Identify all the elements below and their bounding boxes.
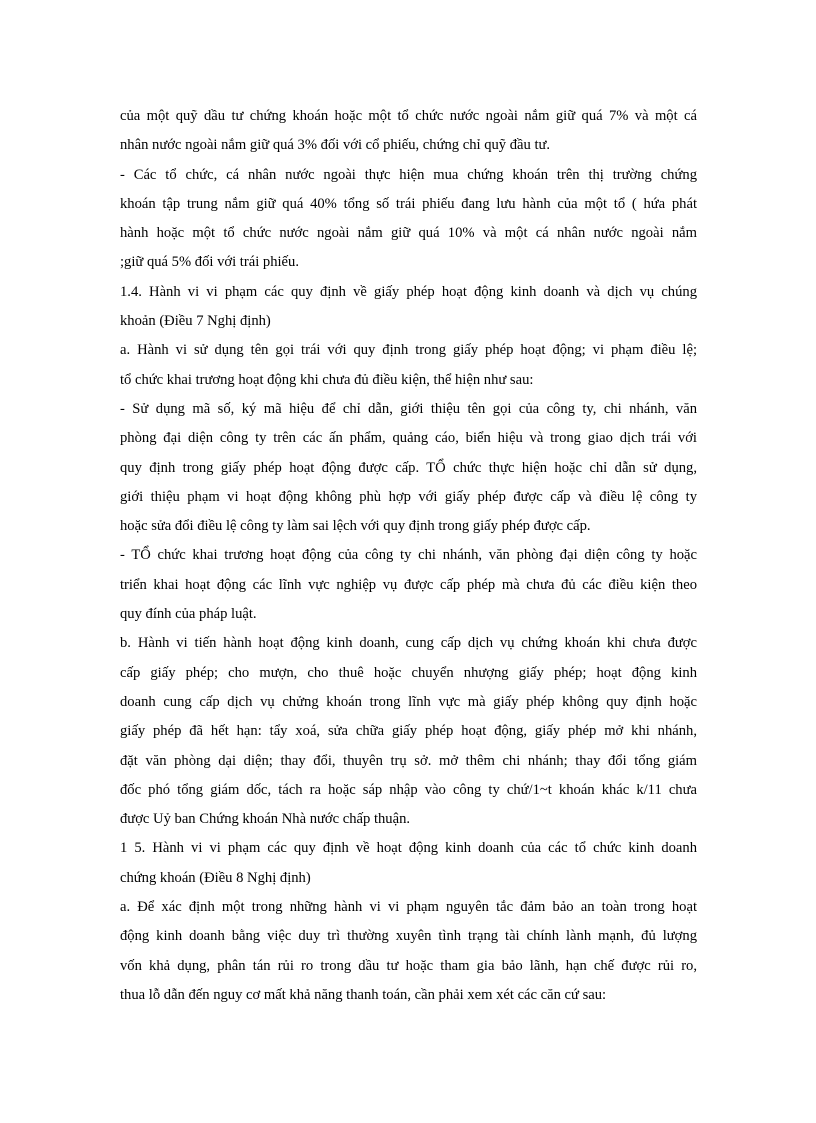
body-text: [120, 102, 697, 1010]
text-line: a. Để xác định một trong những hành vi vi phạm nguyên tắc đảm bảo an toàn trong hoạt: [120, 899, 697, 916]
text-line: doanh cung cấp dịch vụ chửng khoán trong lĩnh vực mà giấy phép không quy định hoặc: [120, 693, 697, 710]
text-line: nhân nước ngoài nắm giữ quá 3% đối với cổ phiếu, chứng chỉ quỹ đầu tư.: [120, 137, 551, 154]
text-line: cấp giấy phép; cho mượn, cho thuê hoặc chuyển nhượng giấy phép; hoạt động kinh: [120, 664, 697, 681]
text-line: được Uỷ ban Chứng khoán Nhà nước chấp thuận.: [120, 811, 411, 828]
text-line: a. Hành vi sử dụng tên gọi trái với quy định trong giấy phép hoạt động; vi phạm điều lệ;: [120, 342, 697, 359]
text-line: đốc phó tổng giám dốc, tách ra hoặc sáp nhập vào công ty chứ/1~t khoán khác k/11 chưa: [120, 781, 697, 798]
text-line: khoản (Điều 7 Nghị định): [120, 313, 271, 330]
text-line: - Sử dụng mã số, ký mã hiệu để chỉ dẫn, giới thiệu tên gọi của công ty, chi nhánh, văn: [120, 400, 697, 417]
text-line: quy định trong giấy phép hoạt động được cấp. TỔ chức thực hiện hoặc chỉ dẫn sử dụng,: [120, 459, 697, 476]
text-line: 1 5. Hành vi vi phạm các quy định về hoạt động kinh doanh của các tổ chức kinh doanh: [120, 840, 697, 857]
text-line: b. Hành vi tiến hành hoạt động kinh doanh, cung cấp dịch vụ chứng khoán khi chưa được: [120, 635, 697, 652]
text-line: hoặc sửa đổi điều lệ công ty làm sai lệch với quy định trong giấy phép được cấp.: [120, 518, 591, 535]
text-line: tổ chức khai trương hoạt động khi chưa đủ điều kiện, thể hiện như sau:: [120, 371, 534, 388]
text-line: của một quỹ dầu tư chứng khoán hoặc một tổ chức nước ngoài nắm giữ quá 7% và một cá: [120, 108, 697, 124]
text-line: phòng đại diện công ty trên các ấn phẩm, quảng cáo, biển hiệu và trong giao dịch trái với: [120, 430, 697, 447]
text-line: hành hoặc một tổ chức nước ngoài nắm giữ quá 10% và một cá nhân nước ngoài nắm: [120, 225, 697, 242]
text-line: 1.4. Hành vi vi phạm các quy định về giấy phép hoạt động kinh doanh và dịch vụ chúng: [120, 283, 697, 300]
text-line: - TỔ chức khai trương hoạt động của công ty chi nhánh, văn phòng đại diện công ty hoặc: [120, 547, 697, 564]
text-line: giấy phép đã hết hạn: tẩy xoá, sửa chữa giấy phép hoạt động, giấy phép mở khi nhánh,: [120, 723, 697, 740]
text-line: ;giữ quá 5% đối với trái phiếu.: [120, 254, 299, 271]
text-line: đặt văn phòng dại diện; thay đổi, thuyên trụ sở. mở thêm chi nhánh; thay đổi tổng giám: [120, 752, 697, 769]
text-line: - Các tổ chức, cá nhân nước ngoài thực hiện mua chứng khoán trên thị trường chứng: [120, 166, 697, 183]
text-line: chứng khoán (Điều 8 Nghị định): [120, 869, 311, 886]
text-line: thua lỗ dẫn đến nguy cơ mất khả năng thanh toán, cần phải xem xét các căn cứ sau:: [120, 986, 607, 1003]
text-line: triển khai hoạt động các lĩnh vực nghiệp vụ được cấp phép mà chưa đủ các điều kiện theo: [120, 576, 697, 593]
text-line: khoán tập trung nắm giữ quá 40% tổng số trái phiếu đang lưu hành của một tổ ( hứa phát: [120, 195, 697, 212]
text-line: giới thiệu phạm vi hoạt động không phù hợp với giấy phép được cấp và điều lệ công ty: [120, 488, 697, 505]
text-line: vốn khả dụng, phân tán rủi ro trong dầu tư hoặc tham gia bảo lãnh, hạn chế được rủi ro,: [120, 957, 697, 974]
text-line: quy đính của pháp luật.: [120, 606, 257, 623]
text-line: động kinh doanh bằng việc duy trì thường xuyên tình trạng tài chính lành mạnh, đủ lượng: [120, 928, 697, 945]
